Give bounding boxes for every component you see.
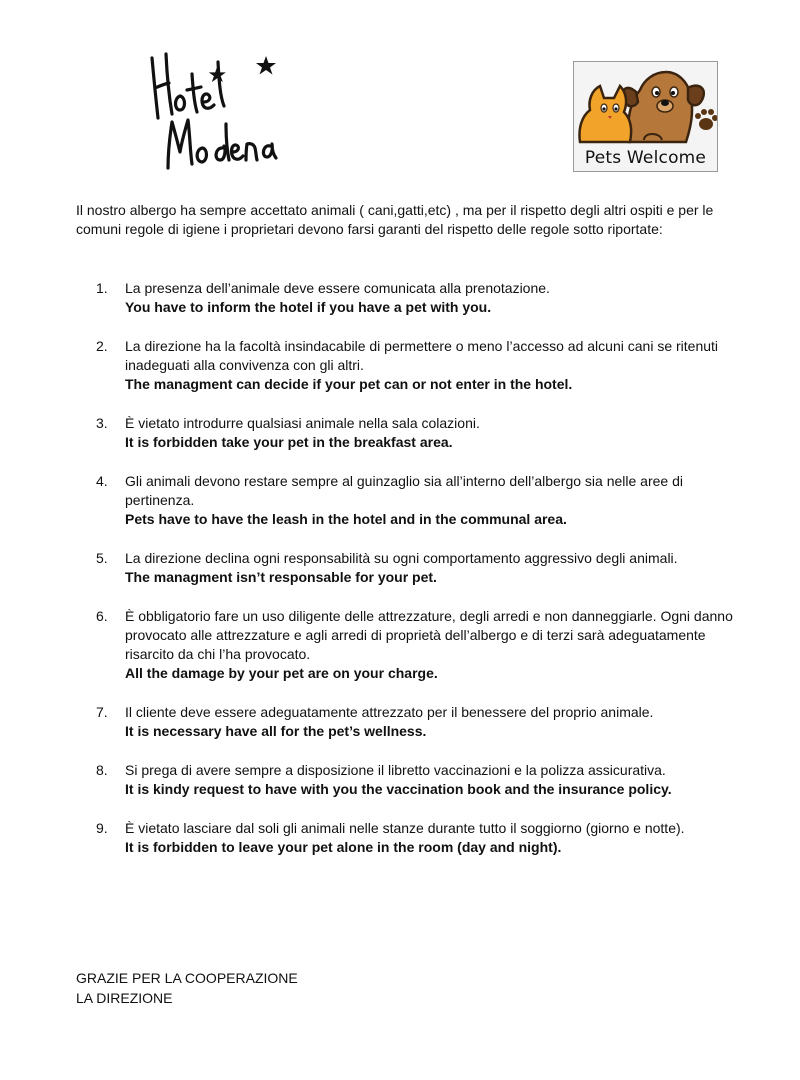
pets-welcome-badge bbox=[573, 61, 718, 172]
rule-item bbox=[96, 761, 736, 799]
rule-english-text: It is necessary have all for the pet’s wellness. bbox=[125, 723, 427, 739]
rule-number: 8. bbox=[96, 762, 108, 778]
rule-english-text: It is forbidden take your pet in the breakfast area. bbox=[125, 434, 453, 450]
rules-list bbox=[96, 279, 736, 857]
rule-english-text: It is forbidden to leave your pet alone in the room (day and night). bbox=[125, 839, 562, 855]
rule-item bbox=[96, 279, 736, 317]
hotel-modena-logo bbox=[140, 40, 290, 180]
pets-welcome-caption: Pets Welcome bbox=[584, 148, 707, 168]
rule-english-text: Pets have to have the leash in the hotel and in the communal area. bbox=[125, 511, 567, 527]
rule-italian-text: La presenza dell’animale deve essere comunicata alla prenotazione. bbox=[125, 280, 550, 296]
rule-number: 3. bbox=[96, 415, 108, 431]
footer-management: LA DIREZIONE bbox=[76, 990, 173, 1006]
intro-paragraph: Il nostro albergo ha sempre accettato animali ( cani,gatti,etc) , ma per il rispetto degli altri ospiti e per le comuni regole di igiene i proprietari devono farsi garanti del rispetto delle regole sotto riportate: bbox=[76, 202, 714, 237]
rule-english-text: The managment isn’t responsable for your pet. bbox=[125, 569, 437, 585]
rule-english-text: All the damage by your pet are on your charge. bbox=[125, 665, 438, 681]
rule-item bbox=[96, 472, 736, 529]
rule-italian-text: La direzione ha la facoltà insindacabile di permettere o meno l’accesso ad alcuni cani se ritenuti inadeguati alla convivenza con gli altri. bbox=[125, 338, 719, 373]
rule-item bbox=[96, 549, 736, 587]
rule-english-text: The managment can decide if your pet can or not enter in the hotel. bbox=[125, 376, 573, 392]
footer-signature bbox=[76, 968, 298, 1008]
rule-italian-text: È obbligatorio fare un uso diligente delle attrezzature, degli arredi e non danneggiarle. Ogni danno provocato alle attrezzature e agli arredi di proprietà dell’albergo e di terzi sarà adeguatamente risarcito da chi l’ha provocato. bbox=[125, 608, 733, 662]
rule-number: 2. bbox=[96, 338, 108, 354]
rule-number: 5. bbox=[96, 550, 108, 566]
rule-italian-text: Si prega di avere sempre a disposizione il libretto vaccinazioni e la polizza assicurativa. bbox=[125, 762, 666, 778]
rule-item bbox=[96, 337, 736, 394]
rule-english-text: It is kindy request to have with you the vaccination book and the insurance policy. bbox=[125, 781, 672, 797]
rule-item bbox=[96, 819, 736, 857]
rule-italian-text: È vietato lasciare dal soli gli animali nelle stanze durante tutto il soggiorno (giorno e notte). bbox=[125, 820, 685, 836]
rule-number: 7. bbox=[96, 704, 108, 720]
rule-italian-text: La direzione declina ogni responsabilità su ogni comportamento aggressivo degli animali. bbox=[125, 550, 678, 566]
rule-italian-text: È vietato introdurre qualsiasi animale nella sala colazioni. bbox=[125, 415, 480, 431]
rule-number: 1. bbox=[96, 280, 108, 296]
rule-number: 4. bbox=[96, 473, 108, 489]
rule-item bbox=[96, 607, 736, 683]
rule-italian-text: Gli animali devono restare sempre al guinzaglio sia all’interno dell’albergo sia nelle aree di pertinenza. bbox=[125, 473, 683, 508]
rule-italian-text: Il cliente deve essere adeguatamente attrezzato per il benessere del proprio animale. bbox=[125, 704, 654, 720]
rule-item bbox=[96, 703, 736, 741]
hotel-logo-icon bbox=[140, 40, 290, 180]
rule-english-text: You have to inform the hotel if you have a pet with you. bbox=[125, 299, 492, 315]
rule-number: 9. bbox=[96, 820, 108, 836]
rule-item bbox=[96, 414, 736, 452]
footer-thanks: GRAZIE PER LA COOPERAZIONE bbox=[76, 970, 298, 986]
rule-number: 6. bbox=[96, 608, 108, 624]
